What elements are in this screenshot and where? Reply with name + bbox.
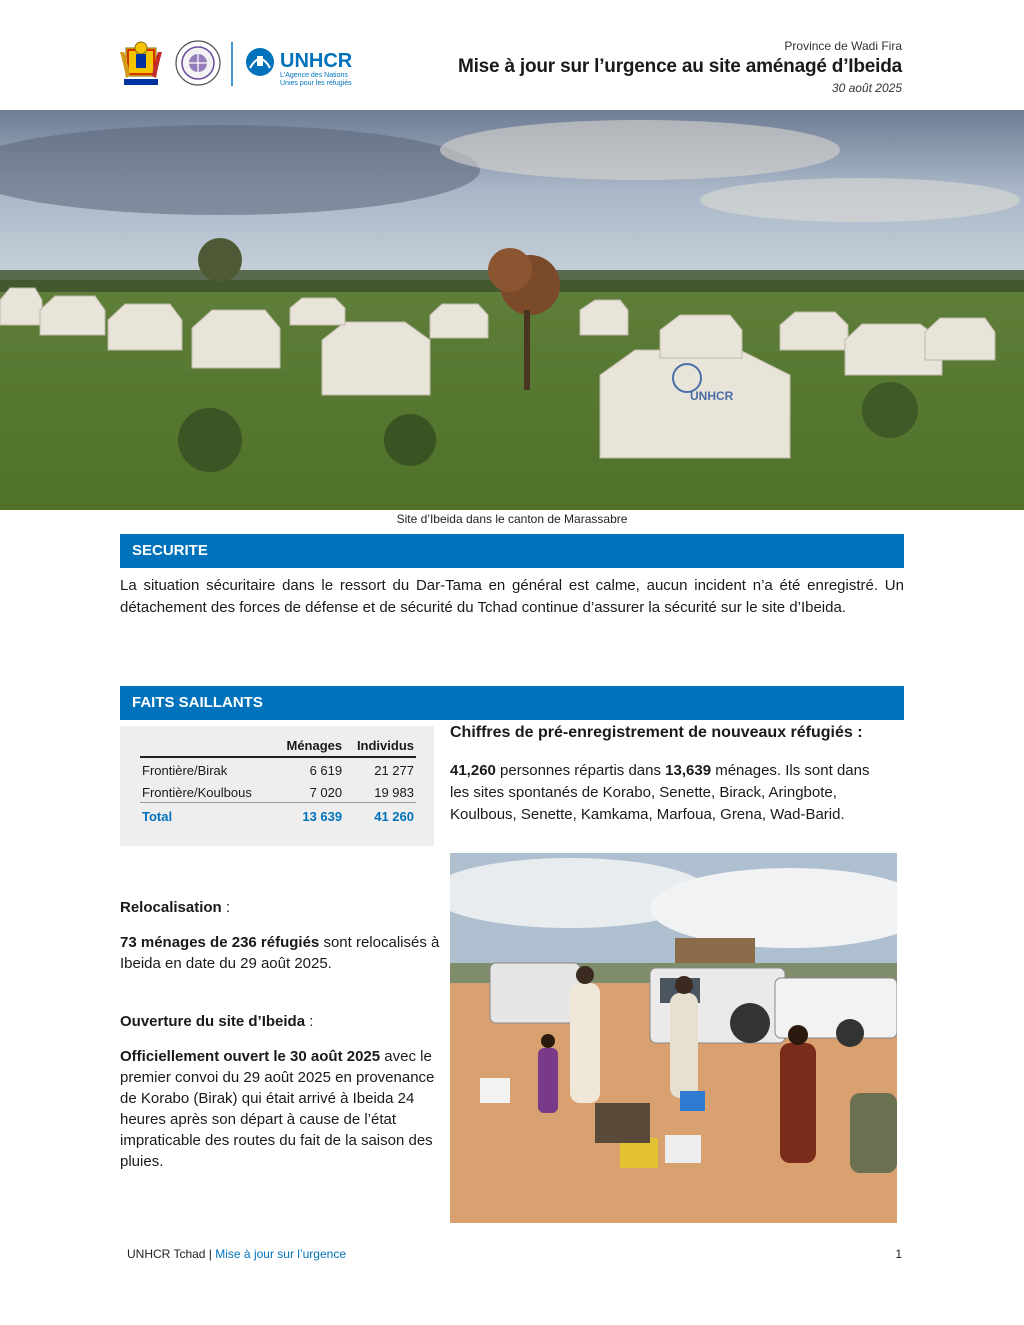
footer-org: UNHCR Tchad: [127, 1247, 206, 1261]
prereg-people-count: 41,260: [450, 762, 496, 779]
row-label: Frontière/Birak: [142, 763, 228, 778]
unhcr-tagline-2: Unies pour les réfugiés: [280, 80, 352, 87]
footer-separator: |: [205, 1247, 216, 1261]
province-label: Province de Wadi Fira: [784, 39, 902, 53]
hero-caption: Site d’Ibeida dans le canton de Marassabre: [396, 512, 628, 526]
opening-text: avec le premier convoi du 29 août 2025 en provenance de Korabo (Birak) qui était arrivé à Ibeida 24 heures après son départ à cause de l’état impraticable des routes du fait de la saison des pluies.: [120, 1048, 435, 1170]
table-header-row: [140, 736, 416, 757]
preregistration-table: [140, 736, 416, 826]
convoy-photo: [450, 853, 897, 1223]
prereg-households-count: 13,639: [665, 762, 712, 779]
relocation-text: sont relocalisés à Ibeida en date du 29 août 2025.: [120, 934, 440, 972]
header-block: [382, 38, 902, 96]
chad-coat-of-arms-logo: [120, 42, 162, 85]
table-header-households: Ménages: [274, 736, 344, 757]
tent-unhcr-label: UNHCR: [690, 389, 734, 403]
row-households: 6 619: [309, 763, 343, 778]
prereg-paragraph: [450, 760, 890, 826]
relocation-heading-line: [120, 897, 440, 918]
report-date: 30 août 2025: [831, 81, 902, 95]
relocation-heading: Relocalisation: [120, 899, 222, 916]
relocation-figures: 73 ménages de 236 réfugiés: [120, 934, 320, 951]
section-highlights-heading: FAITS SAILLANTS: [120, 686, 904, 720]
header-logos: [118, 38, 378, 90]
total-individuals: 41 260: [344, 803, 416, 827]
prereg-heading: Chiffres de pré-enregistrement de nouveaux réfugiés :: [450, 724, 863, 741]
table-header-blank: [140, 736, 274, 757]
table-total-row: [140, 803, 416, 827]
footer-doc-title: Mise à jour sur l’urgence: [215, 1247, 346, 1261]
relocation-paragraph: [120, 932, 440, 974]
row-individuals: 19 983: [374, 785, 414, 800]
row-households: 7 020: [309, 785, 343, 800]
opening-paragraph: [120, 1046, 440, 1172]
relocation-heading-colon: :: [221, 899, 231, 916]
opening-heading-colon: :: [305, 1013, 314, 1030]
opening-heading-line: [120, 1011, 440, 1032]
row-individuals: 21 277: [374, 763, 414, 778]
total-households: 13 639: [274, 803, 344, 827]
preregistration-table-box: [120, 726, 434, 846]
table-row: [140, 780, 416, 803]
unhcr-logo: [246, 48, 353, 87]
prereg-text-rest: ménages. Ils sont dans les sites spontanés de Korabo, Senette, Birack, Aringbote, Koulbous, Senette, Kamkama, Marfoua, Grena, Wad-Barid.: [450, 762, 870, 823]
page-number: 1: [895, 1247, 902, 1261]
opening-date: Officiellement ouvert le 30 août 2025: [120, 1048, 381, 1065]
total-label: Total: [140, 803, 274, 827]
row-label: Frontière/Koulbous: [142, 785, 252, 800]
table-header-individuals: Individus: [344, 736, 416, 757]
footer: [127, 1247, 346, 1261]
section-security-heading: SECURITE: [120, 534, 904, 568]
unhcr-wordmark: UNHCR: [280, 50, 353, 72]
hero-photo-tents: [0, 110, 1024, 510]
unhcr-tagline-1: L'Agence des Nations: [280, 72, 348, 79]
security-paragraph: La situation sécuritaire dans le ressort du Dar-Tama en général est calme, aucun incident n’a été enregistré. Un détachement des forces de défense et de sécurité du Tchad continue d’assurer la sécurité sur le site d’Ibeida.: [120, 577, 904, 616]
table-row: [140, 757, 416, 780]
opening-heading: Ouverture du site d’Ibeida: [120, 1013, 306, 1030]
page-title: Mise à jour sur l’urgence au site aménagé d’Ibeida: [457, 56, 902, 77]
cnarr-seal-logo: [176, 41, 220, 85]
prereg-text-mid: personnes répartis dans: [495, 762, 666, 779]
